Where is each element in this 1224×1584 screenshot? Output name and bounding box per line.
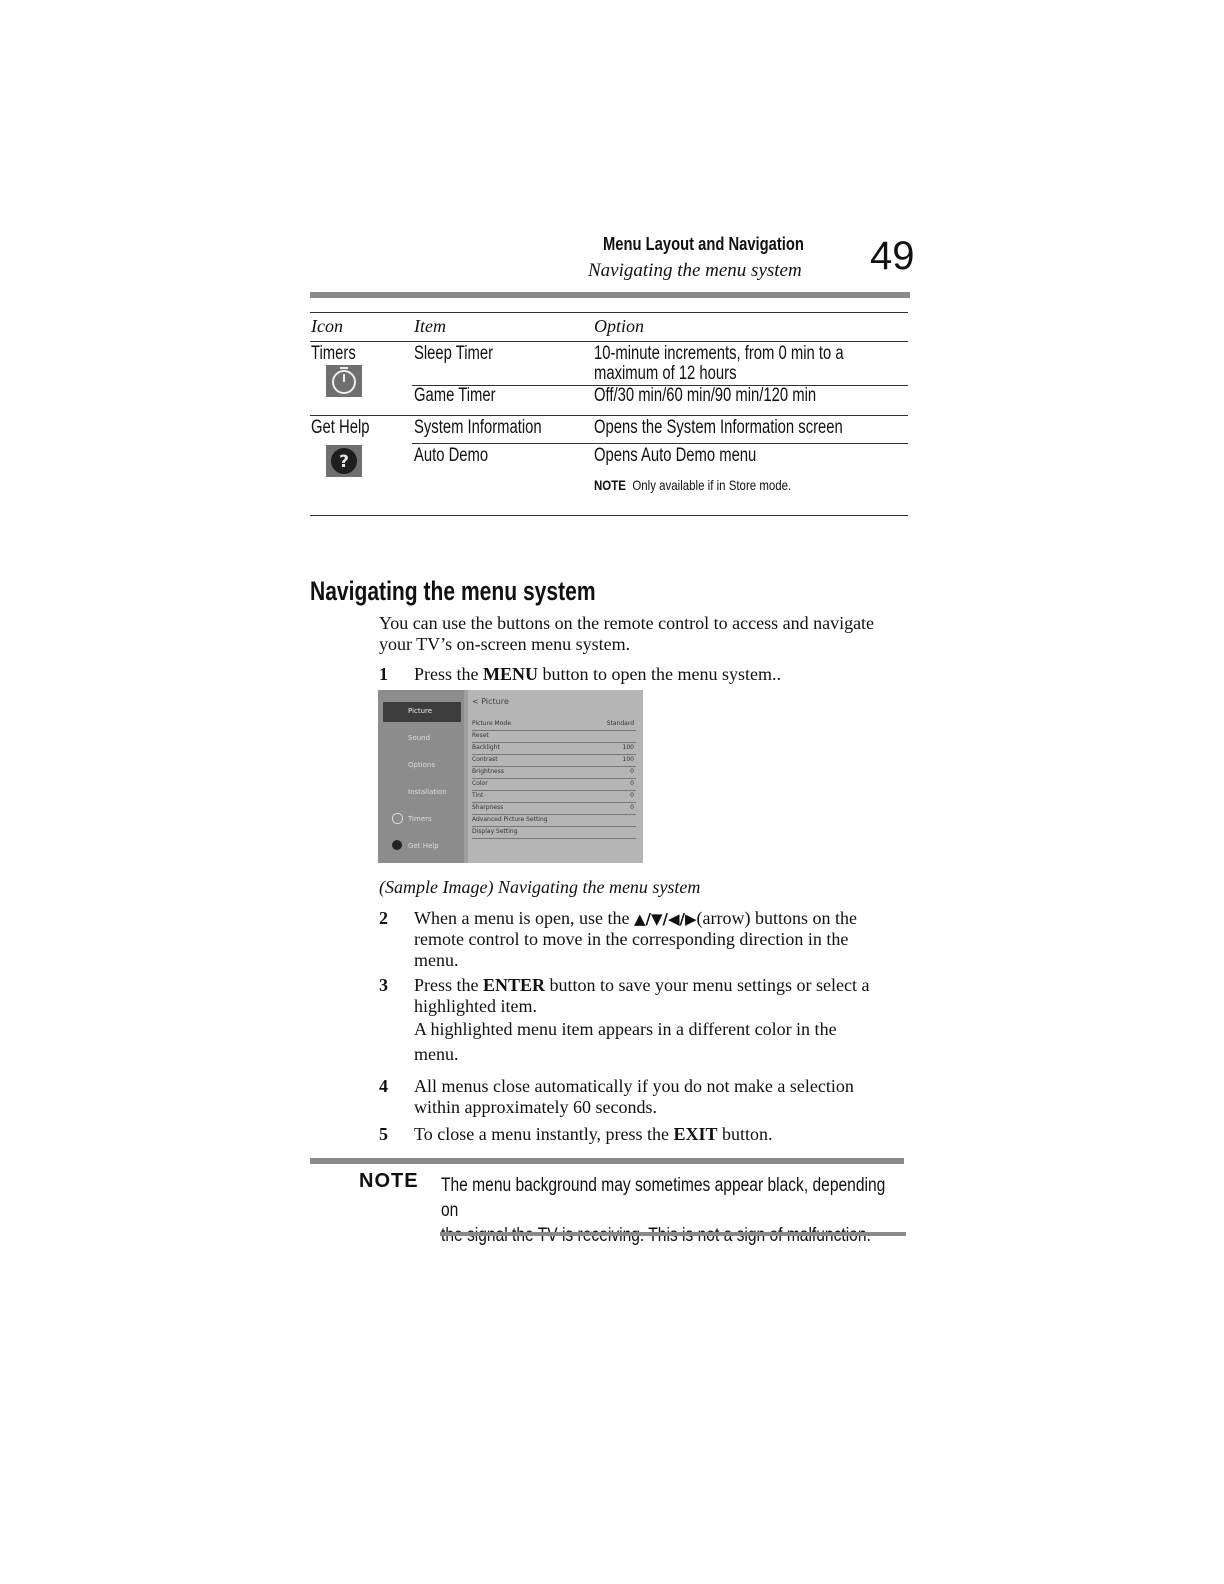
step-2-line-1 xyxy=(414,908,857,930)
table-row-rule xyxy=(412,443,908,444)
step-3-number: 3 xyxy=(379,975,388,995)
table-item-game-timer: Game Timer xyxy=(414,385,496,406)
step-5-pre: To close a menu instantly, press the xyxy=(414,1124,674,1144)
sample-menu-panel xyxy=(468,690,643,863)
table-note-label: NOTE xyxy=(594,477,626,493)
arrow-icons: ▲/▼/◀/▶ xyxy=(633,910,697,928)
intro-line-1: You can use the buttons on the remote control to access and navigate xyxy=(379,613,875,633)
step-1-text xyxy=(414,664,781,685)
sample-menu-item: Options xyxy=(408,761,436,769)
sample-menu-row xyxy=(472,780,636,791)
sample-menu-row-label: Contrast xyxy=(472,756,498,763)
step-1-bold: MENU xyxy=(483,664,538,684)
table-top-rule xyxy=(310,312,908,313)
running-header-subtitle: Navigating the menu system xyxy=(588,260,802,281)
table-header-icon: Icon xyxy=(311,316,343,336)
sample-menu-row xyxy=(472,768,636,779)
table-option-auto-demo: Opens Auto Demo menu xyxy=(594,445,757,466)
step-5-bold: EXIT xyxy=(673,1124,718,1144)
sample-menu-sidebar xyxy=(378,690,464,863)
table-option-game-timer: Off/30 min/60 min/90 min/120 min xyxy=(594,385,817,406)
help-icon xyxy=(392,840,402,850)
step-1-pre: Press the xyxy=(414,664,483,684)
header-rule xyxy=(310,292,910,298)
running-header-title: Menu Layout and Navigation xyxy=(603,234,804,254)
sample-menu-row-value: 0 xyxy=(630,792,634,799)
sample-menu-row-value: 100 xyxy=(622,756,634,763)
sample-menu-item: Get Help xyxy=(408,842,439,850)
sample-menu-item: Sound xyxy=(408,734,431,742)
sample-menu-image xyxy=(378,690,643,863)
sample-menu-row xyxy=(472,792,636,803)
step-4-number: 4 xyxy=(379,1076,388,1096)
table-note-text: Only available if in Store mode. xyxy=(632,477,792,493)
sample-menu-item: Timers xyxy=(408,815,432,823)
table-header-option: Option xyxy=(594,316,645,336)
step-4-line-2: within approximately 60 seconds. xyxy=(414,1097,657,1117)
sample-menu-row-label: Color xyxy=(472,780,488,787)
page-number: 49 xyxy=(870,234,915,278)
sample-menu-row-label: Backlight xyxy=(472,744,500,751)
sample-menu-row-label: Picture Mode xyxy=(472,720,511,727)
step-3-pre: Press the xyxy=(414,975,483,995)
step-2-number: 2 xyxy=(379,908,388,928)
section-title: Navigating the menu system xyxy=(310,576,596,606)
table-icon-label-get-help: Get Help xyxy=(311,417,370,438)
note-label: NOTE xyxy=(359,1170,419,1192)
step-2-line-2: remote control to move in the corresponding direction in the xyxy=(414,929,849,949)
help-icon xyxy=(326,445,362,477)
sample-menu-row-label: Advanced Picture Setting xyxy=(472,816,548,823)
table-item-sleep-timer: Sleep Timer xyxy=(414,343,494,364)
step-2-post: (arrow) buttons on the xyxy=(696,908,857,928)
figure-caption: (Sample Image) Navigating the menu system xyxy=(379,877,701,897)
sample-menu-row xyxy=(472,816,636,827)
note-line-1: The menu background may sometimes appear black, depending on xyxy=(441,1175,886,1221)
step-3-bold: ENTER xyxy=(483,975,546,995)
note-top-rule xyxy=(310,1158,904,1164)
table-icon-label-timers: Timers xyxy=(311,343,356,364)
sample-menu-row-value: 0 xyxy=(630,768,634,775)
table-header-rule xyxy=(310,341,908,342)
sample-menu-row-label: Display Setting xyxy=(472,828,518,835)
sample-menu-row-label: Reset xyxy=(472,732,489,739)
step-3-line-4: menu. xyxy=(414,1044,459,1064)
table-header-item: Item xyxy=(414,316,446,336)
step-1-number: 1 xyxy=(379,664,388,684)
table-option-system-information: Opens the System Information screen xyxy=(594,417,843,438)
sample-menu-panel-title: < Picture xyxy=(472,697,509,706)
step-5-post: button. xyxy=(717,1124,773,1144)
intro-line-2: your TV’s on-screen menu system. xyxy=(379,634,631,654)
timer-icon xyxy=(326,365,362,397)
sample-menu-row-value: 0 xyxy=(630,780,634,787)
table-note xyxy=(594,477,791,493)
sample-menu-row-label: Brightness xyxy=(472,768,504,775)
sample-menu-row-label: Sharpness xyxy=(472,804,504,811)
step-1-post: button to open the menu system.. xyxy=(538,664,781,684)
table-item-system-information: System Information xyxy=(414,417,542,438)
step-2-pre: When a menu is open, use the xyxy=(414,908,634,928)
sample-menu-row xyxy=(472,744,636,755)
step-3-post: button to save your menu settings or select a xyxy=(545,975,870,995)
sample-menu-row xyxy=(472,756,636,767)
step-2-line-3: menu. xyxy=(414,950,459,970)
step-3-line-2: highlighted item. xyxy=(414,996,537,1016)
sample-menu-row-label: Tint xyxy=(472,792,484,799)
sample-menu-item: Installation xyxy=(408,788,447,796)
timer-icon xyxy=(392,813,403,824)
table-group-rule xyxy=(310,415,908,416)
sample-menu-item: Picture xyxy=(408,707,433,715)
svg-text:?: ? xyxy=(339,452,349,472)
sample-menu-row xyxy=(472,720,636,731)
sample-menu-row xyxy=(472,828,636,839)
table-option-sleep-timer-line1: 10-minute increments, from 0 min to a xyxy=(594,343,844,364)
step-5-number: 5 xyxy=(379,1124,388,1144)
sample-menu-row-value: 0 xyxy=(630,804,634,811)
step-4-line-1: All menus close automatically if you do not make a selection xyxy=(414,1076,854,1096)
step-3-line-1 xyxy=(414,975,869,996)
sample-menu-row-value: 100 xyxy=(622,744,634,751)
table-option-sleep-timer-line2: maximum of 12 hours xyxy=(594,363,737,384)
step-3-line-3: A highlighted menu item appears in a different color in the xyxy=(414,1019,837,1039)
sample-menu-row-value: Standard xyxy=(606,720,634,727)
note-bottom-rule xyxy=(440,1232,906,1236)
sample-menu-row xyxy=(472,804,636,815)
sample-menu-row xyxy=(472,732,636,743)
table-bottom-rule xyxy=(310,515,908,516)
note-text xyxy=(441,1173,900,1248)
table-item-auto-demo: Auto Demo xyxy=(414,445,489,466)
step-5-text xyxy=(414,1124,773,1145)
